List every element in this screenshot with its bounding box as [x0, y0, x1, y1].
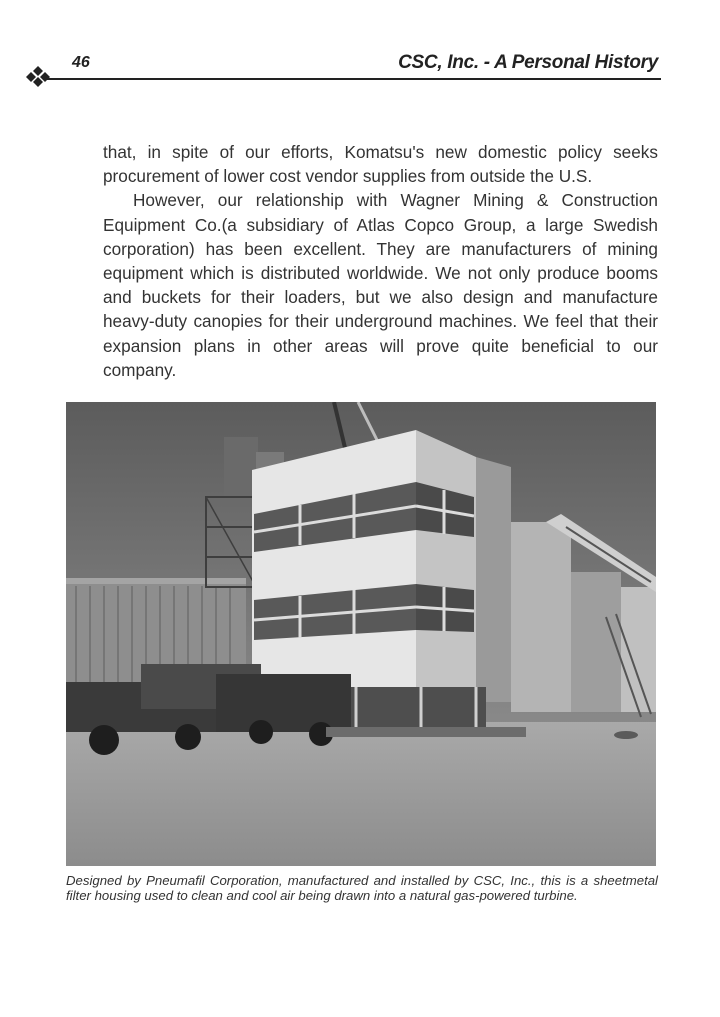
page-number: 46 [72, 54, 90, 71]
running-title: CSC, Inc. - A Personal History [398, 52, 658, 73]
body-text [103, 140, 658, 382]
header-rule [46, 78, 661, 80]
paragraph-1: that, in spite of our efforts, Komatsu's new domestic policy seeks procurement of lower cost vendor supplies from outside the U.S. [103, 142, 658, 187]
filter-housing-photo [66, 402, 656, 866]
diamond-ornament-icon [24, 66, 52, 88]
figure-photo [66, 402, 656, 866]
figure-caption: Designed by Pneumafil Corporation, manufactured and installed by CSC, Inc., this is a sheetmetal filter housing used to clean and cool air being drawn into a natural gas-powered turbine. [66, 873, 658, 903]
paragraph-2: However, our relationship with Wagner Mining & Construction Equipment Co.(a subsidiary of Atlas Copco Group, a large Swedish corporation) has been excellent. They are manufacturers of mining equipment which is distributed worldwide. We not only produce booms and buckets for their loaders, but we also design and manufacture heavy-duty canopies for their underground machines. We feel that their expansion plans in other areas will prove quite beneficial to our company. [103, 190, 658, 380]
page-header [24, 50, 664, 90]
